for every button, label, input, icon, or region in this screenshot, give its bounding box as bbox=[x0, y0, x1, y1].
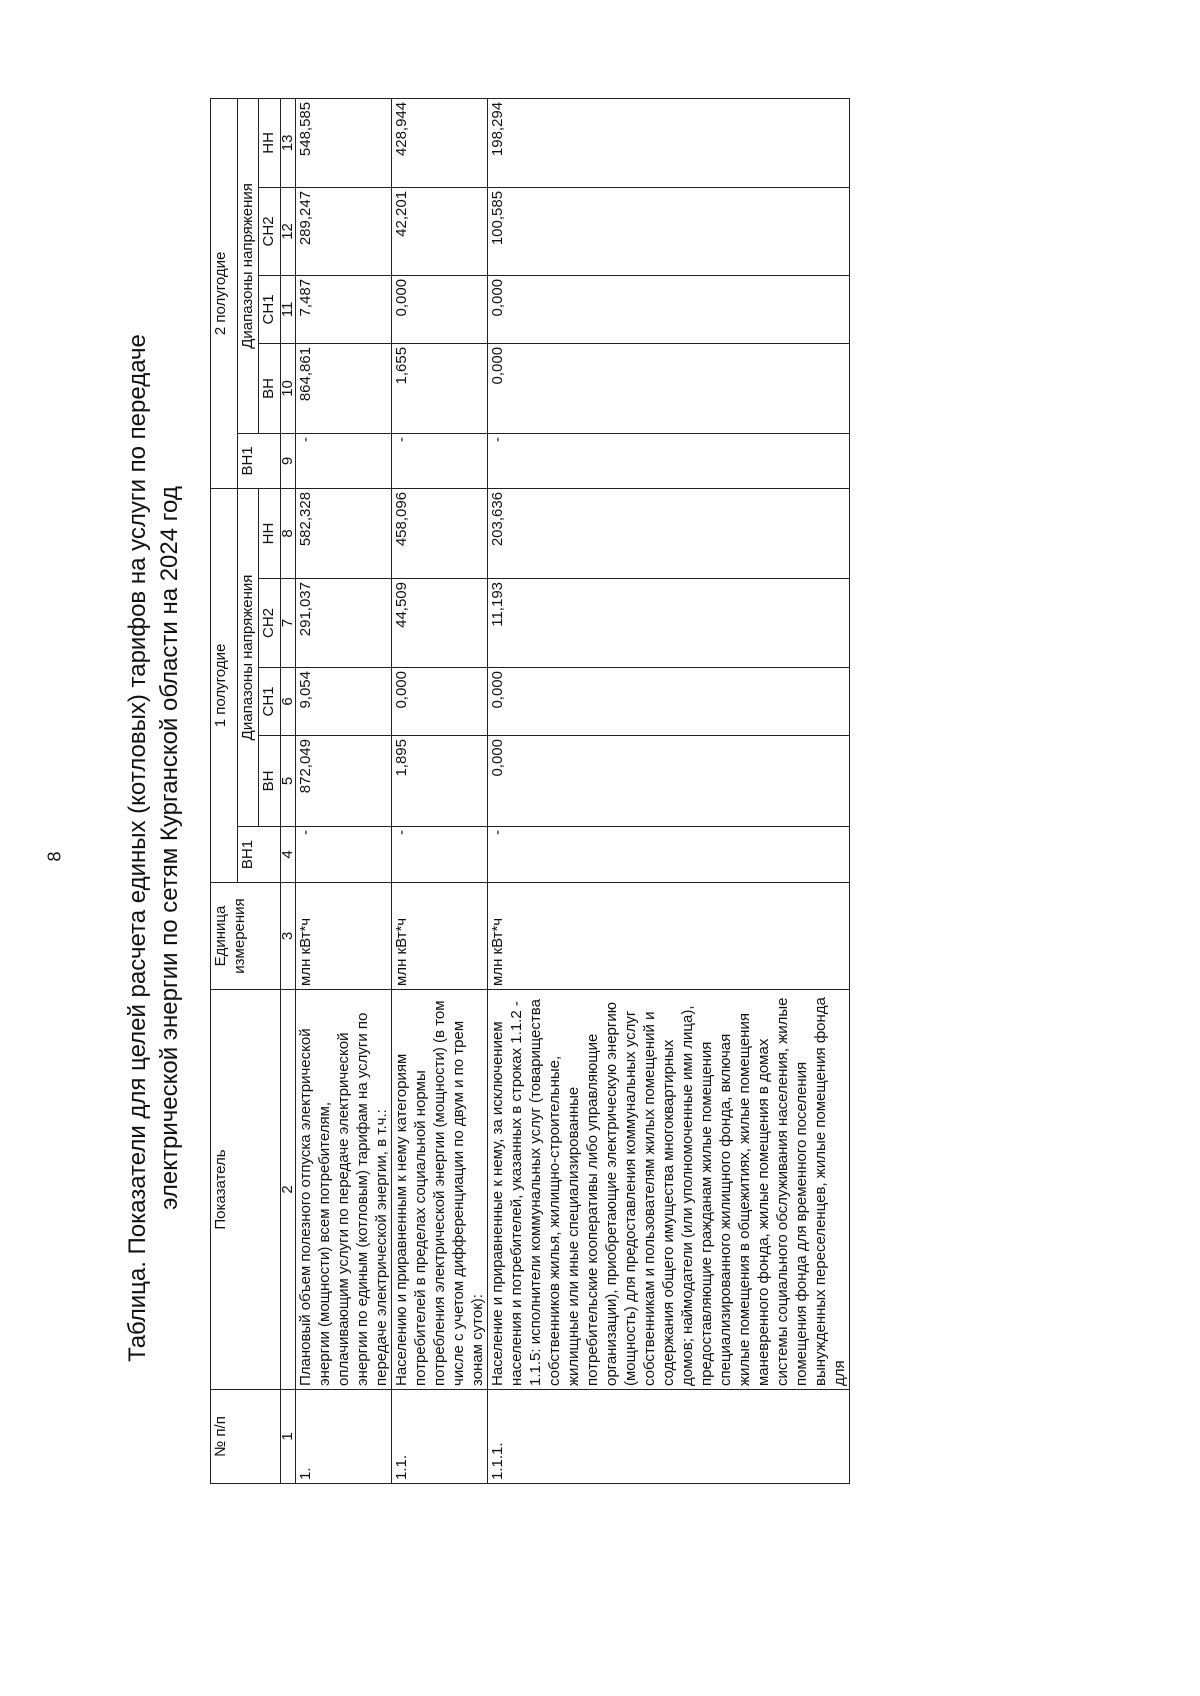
value-h2-vn: 1,655 bbox=[392, 343, 488, 433]
column-number: 11 bbox=[281, 275, 296, 343]
header-half-1: 1 полугодие bbox=[211, 488, 238, 882]
value-h2-nn: 198,294 bbox=[488, 98, 850, 187]
column-number: 1 bbox=[281, 1390, 296, 1484]
value-h2-sn1: 0,000 bbox=[392, 275, 488, 343]
header-h2-sn2: СН2 bbox=[259, 187, 281, 275]
value-h2-sn2: 42,201 bbox=[392, 187, 488, 275]
column-number-row bbox=[281, 98, 296, 1483]
value-h1-vn1: - bbox=[296, 827, 392, 883]
header-no: № п/п bbox=[211, 1390, 281, 1484]
value-h1-nn: 458,096 bbox=[392, 488, 488, 578]
header-h1-vn1: ВН1 bbox=[238, 827, 281, 883]
header-h2-nn: НН bbox=[259, 98, 281, 187]
row-number: 1.1. bbox=[392, 1390, 488, 1484]
row-unit: млн кВт*ч bbox=[392, 883, 488, 990]
header-h2-voltage-ranges: Диапазоны напряжения bbox=[238, 98, 259, 433]
column-number: 7 bbox=[281, 579, 296, 668]
value-h2-sn1: 7,487 bbox=[296, 275, 392, 343]
value-h2-vn1: - bbox=[296, 433, 392, 488]
column-number: 13 bbox=[281, 98, 296, 187]
header-h1-vn: ВН bbox=[259, 736, 281, 827]
value-h1-sn1: 0,000 bbox=[488, 668, 850, 736]
page-number: 8 bbox=[44, 851, 65, 862]
row-number: 1. bbox=[296, 1390, 392, 1484]
row-unit: млн кВт*ч bbox=[488, 883, 850, 990]
value-h1-sn2: 291,037 bbox=[296, 579, 392, 668]
header-h1-voltage-ranges: Диапазоны напряжения bbox=[238, 488, 259, 826]
document-title bbox=[122, 0, 186, 1696]
row-indicator: Население и приравненные к нему, за исключением населения и потребителей, указанных в строках 1.1.2 - 1.1.5: исполнители коммунальных услуг (товарищества собственников жилья, жилищно-строительные, жилищные или иные специализированные потребительские кооперативы либо управляющие организации), приобретающие электрическую энергию (мощность) для предоставления коммунальных услуг собственникам и пользователям жилых помещений и содержания общего имущества многоквартирных домов; наймодатели (или уполномоченные ими лица), предоставляющие гражданам жилые помещения специализированного жилищного фонда, включая жилые помещения в общежитиях, жилые помещения маневренного фонда, жилые помещения в домах системы социального обслуживания населения, жилые помещения фонда для временного поселения вынужденных переселенцев, жилые помещения фонда для bbox=[488, 990, 850, 1390]
value-h2-vn: 0,000 bbox=[488, 343, 850, 433]
table-row bbox=[296, 98, 392, 1483]
title-line-2: электрической энергии по сетям Курганской области на 2024 год bbox=[156, 486, 183, 1210]
title-line-1: Таблица. Показатели для целей расчета единых (котловых) тарифов на услуги по передаче bbox=[124, 334, 151, 1362]
value-h1-sn2: 11,193 bbox=[488, 579, 850, 668]
header-h2-sn1: СН1 bbox=[259, 275, 281, 343]
column-number: 9 bbox=[281, 433, 296, 488]
value-h2-sn2: 100,585 bbox=[488, 187, 850, 275]
header-h2-vn1: ВН1 bbox=[238, 433, 281, 488]
value-h1-sn1: 9,054 bbox=[296, 668, 392, 736]
column-number: 6 bbox=[281, 668, 296, 736]
value-h2-nn: 428,944 bbox=[392, 98, 488, 187]
column-number: 5 bbox=[281, 736, 296, 827]
row-unit: млн кВт*ч bbox=[296, 883, 392, 990]
value-h1-vn: 872,049 bbox=[296, 736, 392, 827]
value-h1-nn: 582,328 bbox=[296, 488, 392, 578]
column-number: 10 bbox=[281, 343, 296, 433]
header-h1-sn1: СН1 bbox=[259, 668, 281, 736]
value-h1-vn1: - bbox=[392, 827, 488, 883]
header-h2-vn: ВН bbox=[259, 343, 281, 433]
header-row-halves bbox=[211, 98, 238, 1483]
value-h2-sn1: 0,000 bbox=[488, 275, 850, 343]
header-unit: Единица измерения bbox=[211, 883, 281, 990]
value-h2-vn1: - bbox=[488, 433, 850, 488]
column-number: 4 bbox=[281, 827, 296, 883]
value-h1-nn: 203,636 bbox=[488, 488, 850, 578]
column-number: 12 bbox=[281, 187, 296, 275]
value-h1-sn2: 44,509 bbox=[392, 579, 488, 668]
value-h2-vn: 864,861 bbox=[296, 343, 392, 433]
header-half-2: 2 полугодие bbox=[211, 98, 238, 488]
column-number: 3 bbox=[281, 883, 296, 990]
header-indicator: Показатель bbox=[211, 990, 281, 1390]
value-h2-sn2: 289,247 bbox=[296, 187, 392, 275]
column-number: 2 bbox=[281, 990, 296, 1390]
value-h1-vn: 1,895 bbox=[392, 736, 488, 827]
column-number: 8 bbox=[281, 488, 296, 578]
value-h1-vn1: - bbox=[488, 827, 850, 883]
tariff-table bbox=[210, 98, 850, 1484]
value-h2-nn: 548,585 bbox=[296, 98, 392, 187]
row-indicator: Плановый объем полезного отпуска электрической энергии (мощности) всем потребителям, оплачивающим услуги по передаче электрической энергии по единым (котловым) тарифам на услуги по передаче электрической энергии, в т.ч.: bbox=[296, 990, 392, 1390]
value-h1-sn1: 0,000 bbox=[392, 668, 488, 736]
table-row bbox=[392, 98, 488, 1483]
value-h1-vn: 0,000 bbox=[488, 736, 850, 827]
header-h1-sn2: СН2 bbox=[259, 579, 281, 668]
row-indicator: Населению и приравненным к нему категориям потребителей в пределах социальной нормы потребления электрической энергии (мощности) (в том числе с учетом дифференциации по двум и по трем зонам суток): bbox=[392, 990, 488, 1390]
row-number: 1.1.1. bbox=[488, 1390, 850, 1484]
header-h1-nn: НН bbox=[259, 488, 281, 578]
table-row bbox=[488, 98, 850, 1483]
value-h2-vn1: - bbox=[392, 433, 488, 488]
